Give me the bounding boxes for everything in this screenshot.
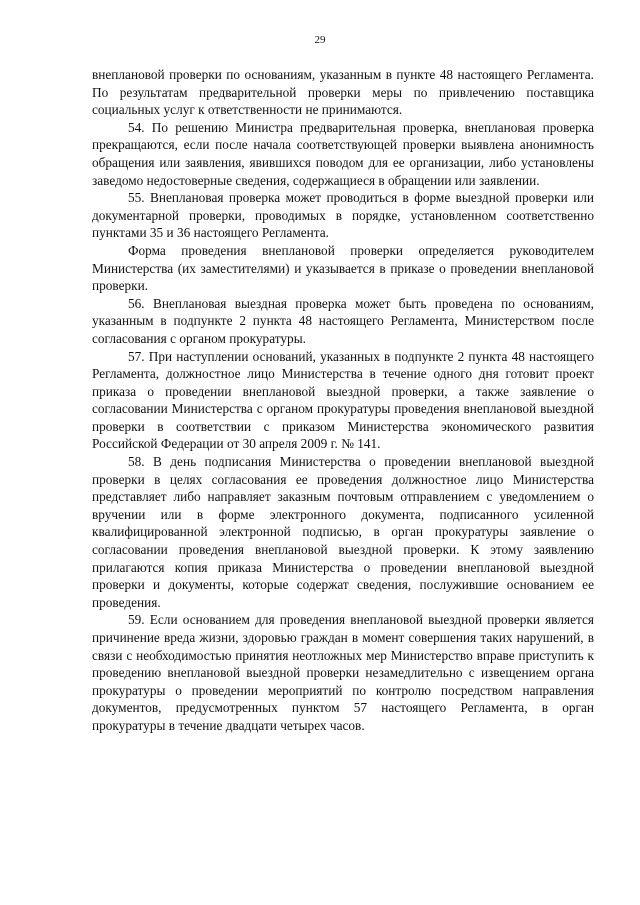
paragraph-54: 54. По решению Министра предварительная проверка, внеплановая проверка прекращаются, если после начала соответствующей проверки выявлена анонимность обращения или заявления, явившихся поводом для ее организации, либо установлены заведомо недостоверные сведения, содержащиеся в обращении или заявлении. [92, 119, 594, 188]
paragraph-continuation: внеплановой проверки по основаниям, указанным в пункте 48 настоящего Регламента. По результатам предварительной проверки меры по привлечению поставщика социальных услуг к ответственности не принимаются. [92, 67, 594, 118]
paragraph-58: 58. В день подписания Министерства о проведении внеплановой выездной проверки в целях согласования ее проведения должностное лицо Министерства представляет либо направляет заказным почтовым отправлением с уведомлением о вручении или в форме электронного документа, подписанного усиленной квалифицированной электронной подписью, в орган прокуратуры заявление о согласовании проведения внеплановой выездной проверки. К этому заявлению прилагаются копия приказа Министерства о проведении внеплановой выездной проверки и документы, которые содержат сведения, послужившие основанием ее проведения. [92, 454, 594, 610]
document-body [92, 66, 594, 735]
paragraph-56: 56. Внеплановая выездная проверка может быть проведена по основаниям, указанным в подпункте 2 пункта 48 настоящего Регламента, Министерством после согласования с органом прокуратуры. [92, 295, 594, 346]
paragraph-59: 59. Если основанием для проведения внеплановой выездной проверки является причинение вреда жизни, здоровью граждан в момент совершения таких нарушений, в связи с необходимостью принятия неотложных мер Министерство вправе приступить к проведению внеплановой выездной проверки незамедлительно с извещением органа прокуратуры о проведении мероприятий по контролю посредством направления документов, предусмотренных пунктом 57 настоящего Регламента, в орган прокуратуры в течение двадцати четырех часов. [92, 612, 594, 733]
page-number: 29 [314, 34, 326, 46]
paragraph-55: 55. Внеплановая проверка может проводиться в форме выездной проверки или документарной проверки, проводимых в порядке, установленном соответственно пунктами 35 и 36 настоящего Регламента. [92, 190, 594, 241]
paragraph-57: 57. При наступлении оснований, указанных в подпункте 2 пункта 48 настоящего Регламента, должностное лицо Министерства в течение одного дня готовит проект приказа о проведении внеплановой выездной проверки, а также заявление о согласовании Министерства с органом прокуратуры проведения внеплановой выездной проверки в соответствии с приказом Министерства экономического развития Российской Федерации от 30 апреля 2009 г. № 141. [92, 348, 594, 452]
paragraph-55-form: Форма проведения внеплановой проверки определяется руководителем Министерства (их заместителями) и указывается в приказе о проведении внеплановой проверки. [92, 242, 594, 294]
